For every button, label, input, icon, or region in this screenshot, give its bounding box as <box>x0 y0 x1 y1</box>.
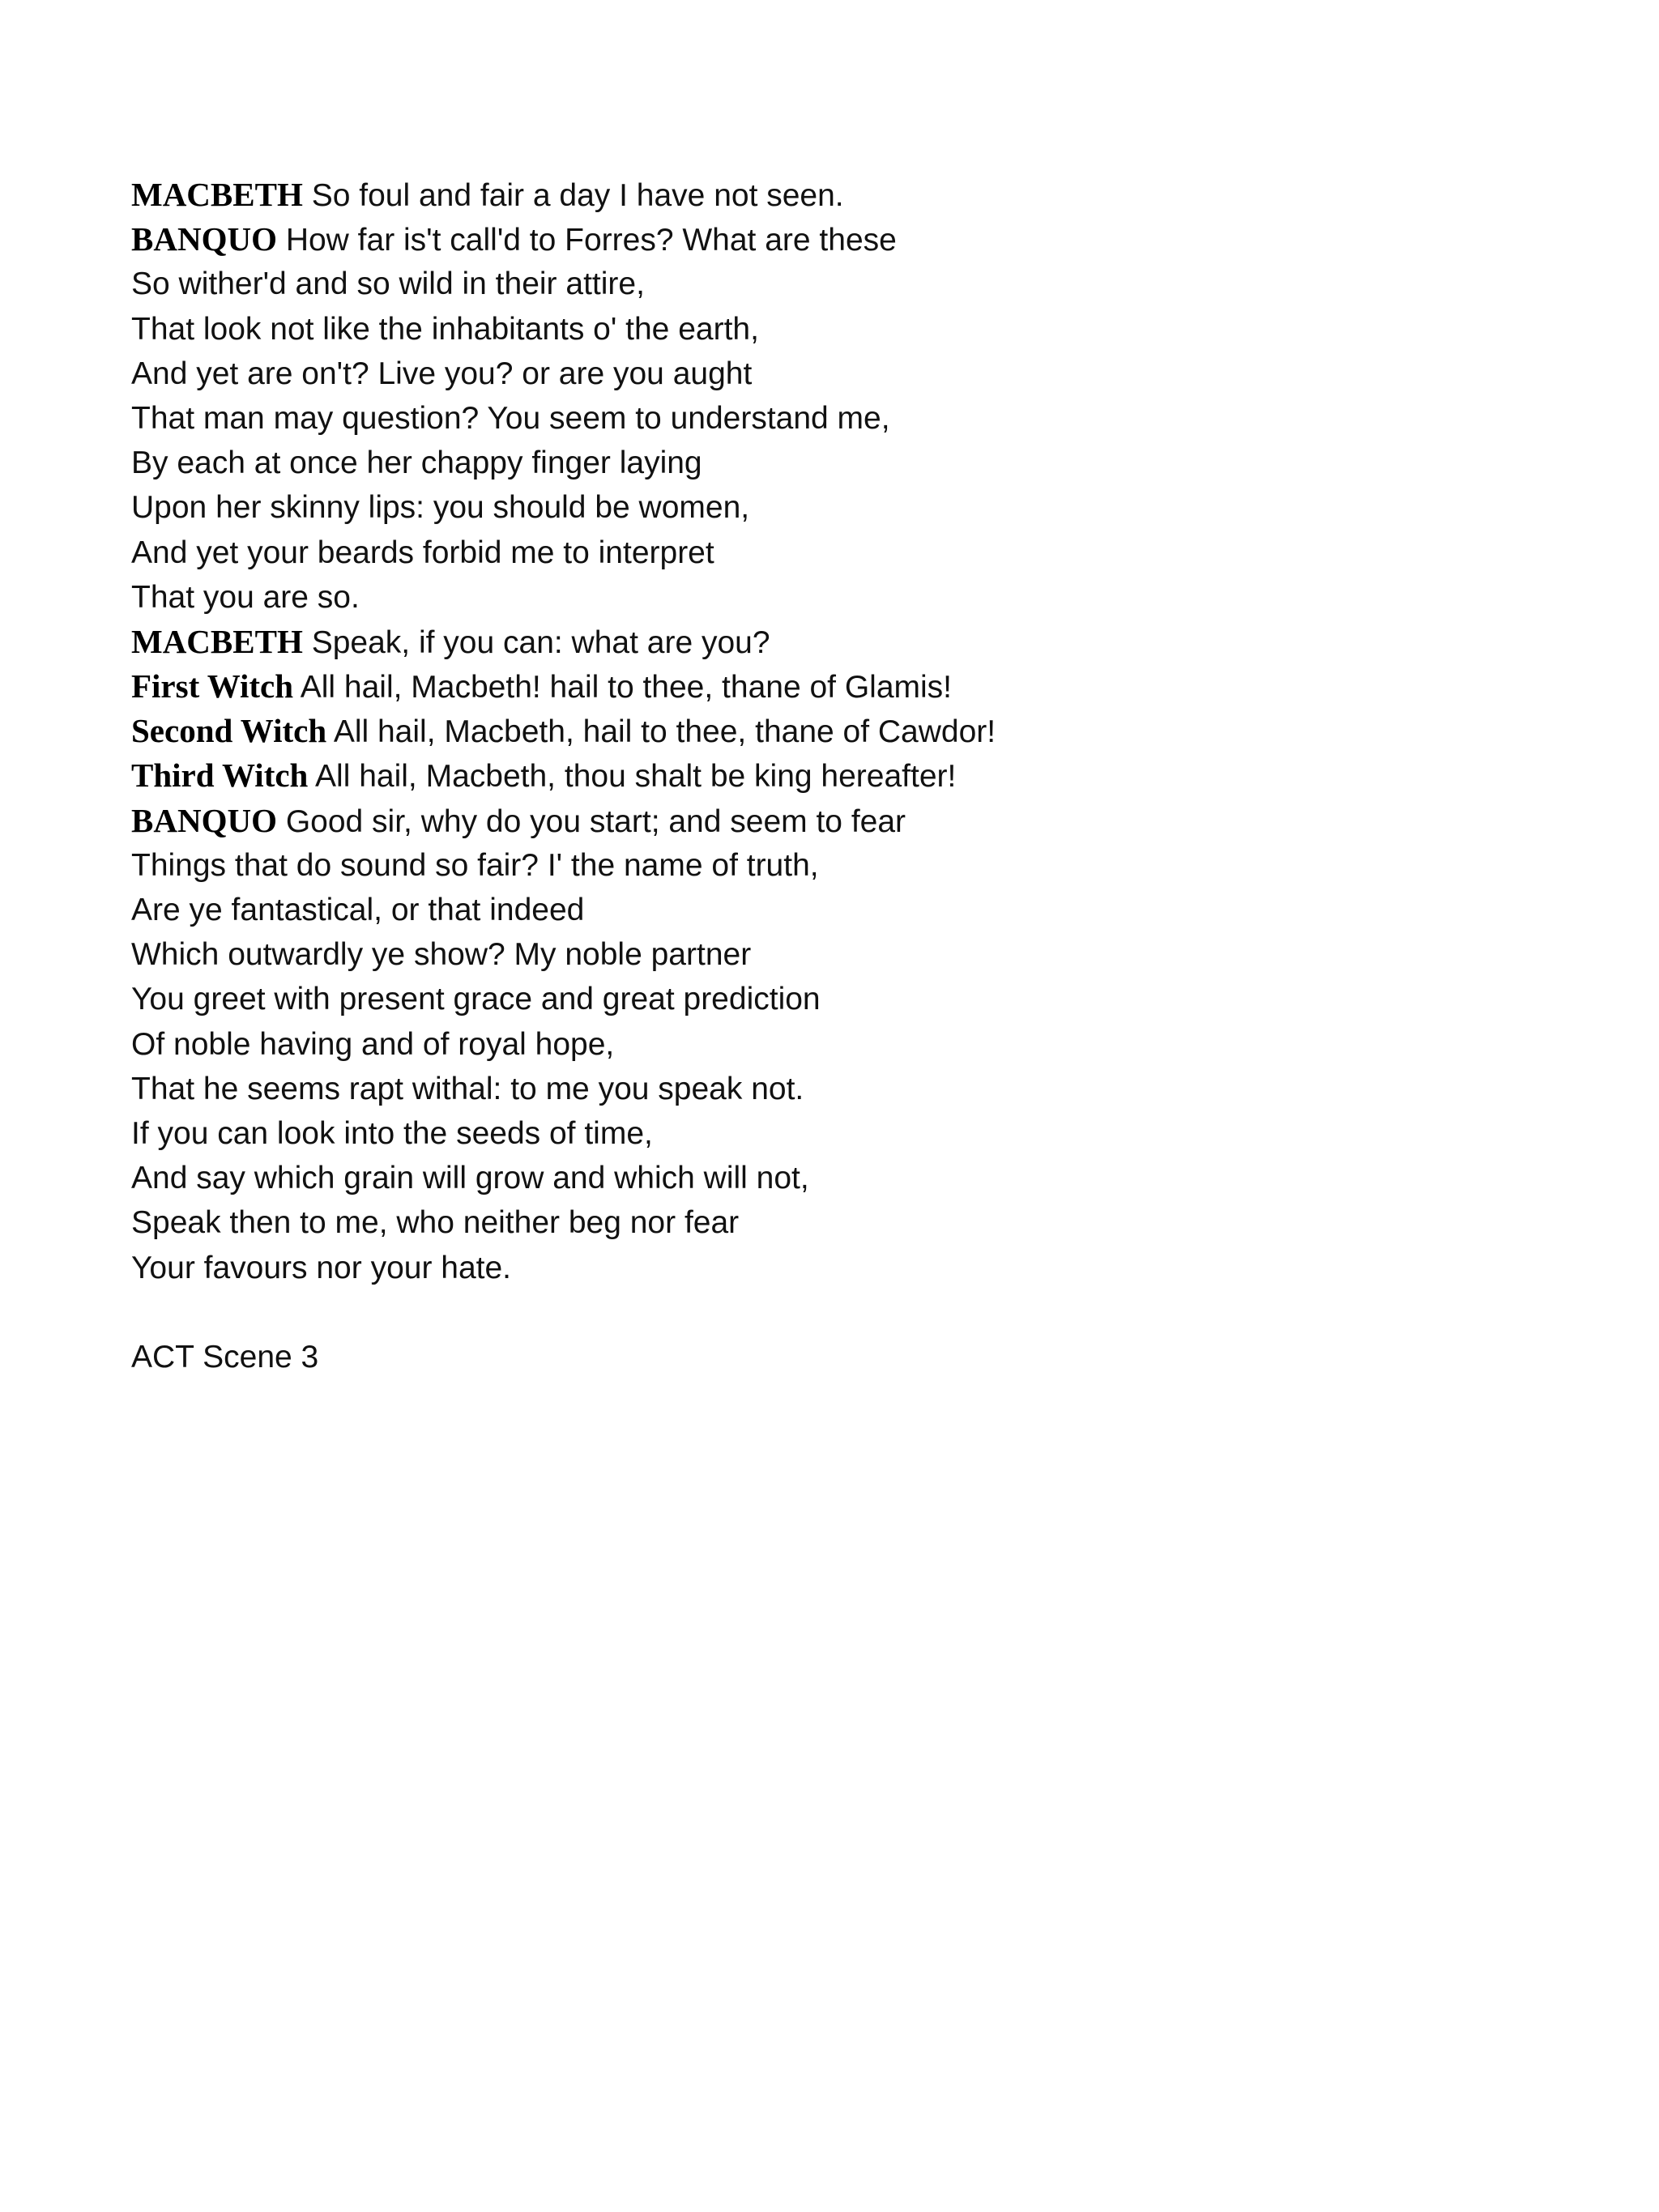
text-line <box>131 1156 1589 1200</box>
text-line <box>131 932 1589 977</box>
line-text: Of noble having and of royal hope, <box>131 1026 615 1062</box>
line-text: So wither'd and so wild in their attire, <box>131 266 645 302</box>
text-line <box>131 352 1589 396</box>
line-text: Things that do sound so fair? I' the name of truth, <box>131 847 819 883</box>
text-line <box>131 799 1589 843</box>
text-line <box>131 888 1589 932</box>
line-text: And yet are on't? Live you? or are you aught <box>131 356 753 391</box>
line-text: Speak then to me, who neither beg nor fear <box>131 1205 740 1241</box>
line-text: So foul and fair a day I have not seen. <box>311 178 844 213</box>
document-page <box>131 173 1589 1379</box>
text-line <box>131 709 1589 753</box>
line-text: And say which grain will grow and which will not, <box>131 1161 809 1196</box>
text-line <box>131 307 1589 352</box>
line-text: And yet your beards forbid me to interpret <box>131 535 714 570</box>
speaker-name: Second Witch <box>131 712 327 750</box>
speaker-name: Third Witch <box>131 757 309 795</box>
speaker-name: BANQUO <box>131 220 277 258</box>
text-line <box>131 262 1589 306</box>
line-text: All hail, Macbeth, hail to thee, thane of Cawdor! <box>333 714 996 750</box>
text-line <box>131 575 1589 620</box>
line-text: How far is't call'd to Forres? What are these <box>285 223 897 258</box>
text-line <box>131 1111 1589 1156</box>
line-text: You greet with present grace and great prediction <box>131 982 821 1017</box>
line-text: Which outwardly ye show? My noble partner <box>131 937 752 973</box>
line-text: All hail, Macbeth! hail to thee, thane of Glamis! <box>300 670 953 705</box>
line-text: Speak, if you can: what are you? <box>311 624 770 660</box>
text-line <box>131 1246 1589 1290</box>
text-line <box>131 1022 1589 1067</box>
text-line <box>131 843 1589 888</box>
text-line <box>131 396 1589 441</box>
line-text: That man may question? You seem to understand me, <box>131 400 890 436</box>
scene-footer: ACT Scene 3 <box>131 1339 319 1375</box>
text-line <box>131 485 1589 530</box>
speaker-name: BANQUO <box>131 801 277 839</box>
line-text: By each at once her chappy finger laying <box>131 445 702 481</box>
text-line <box>131 173 1589 217</box>
text-line <box>131 1067 1589 1111</box>
text-line <box>131 441 1589 485</box>
line-text: Upon her skinny lips: you should be women, <box>131 490 750 526</box>
speaker-name: MACBETH <box>131 176 303 213</box>
blank-line <box>131 1290 1589 1335</box>
line-text: All hail, Macbeth, thou shalt be king hereafter! <box>315 759 957 795</box>
line-text: That look not like the inhabitants o' the earth, <box>131 311 759 347</box>
speaker-name: MACBETH <box>131 622 303 660</box>
text-line <box>131 217 1589 262</box>
text-line <box>131 753 1589 798</box>
text-line <box>131 1200 1589 1245</box>
text-line <box>131 620 1589 664</box>
line-text: That he seems rapt withal: to me you speak not. <box>131 1071 804 1106</box>
text-line <box>131 531 1589 575</box>
text-line <box>131 977 1589 1021</box>
line-text: Your favours nor your hate. <box>131 1250 512 1285</box>
line-text: If you can look into the seeds of time, <box>131 1115 653 1151</box>
text-line <box>131 664 1589 709</box>
line-text: Are ye fantastical, or that indeed <box>131 893 585 927</box>
speaker-name: First Witch <box>131 667 294 705</box>
line-text: That you are so. <box>131 579 360 615</box>
line-text: Good sir, why do you start; and seem to fear <box>285 803 906 839</box>
